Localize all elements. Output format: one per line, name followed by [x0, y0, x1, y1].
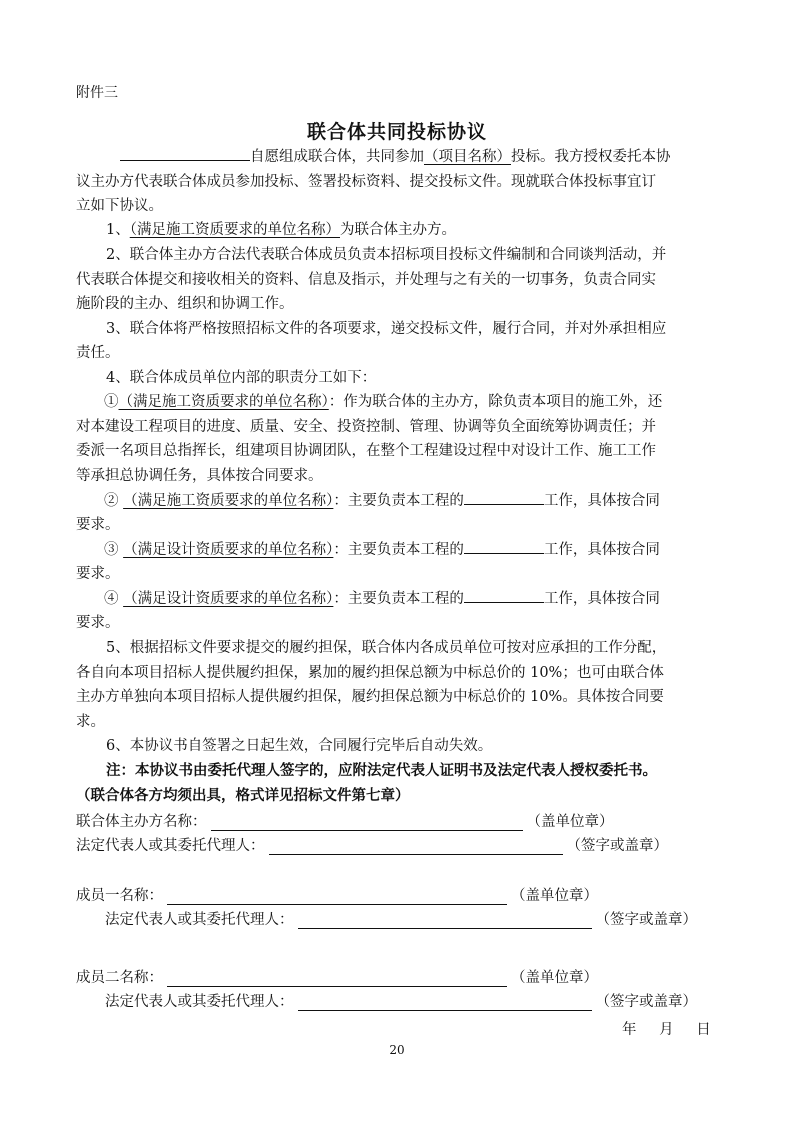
note-line-2: （联合体各方均须出具，格式详见招标文件第七章） [76, 787, 410, 804]
party-names-blank [120, 146, 250, 161]
clause-6: 6、本协议书自签署之日起生效，合同履行完毕后自动失效。 [106, 738, 493, 754]
member-1-name-row: 成员一名称： （盖单位章） [76, 888, 598, 904]
member-2-name-row: 成员二名称： （盖单位章） [76, 970, 598, 986]
clause-4-heading: 4、联合体成员单位内部的职责分工如下： [106, 370, 377, 386]
member-1-name-field[interactable] [167, 890, 507, 905]
clause-1: 1、（满足施工资质要求的单位名称）为联合体主办方。 [106, 222, 456, 238]
item-1-line-4: 等承担总协调任务，具体按合同要求。 [76, 468, 323, 484]
attachment-label: 附件三 [76, 85, 118, 101]
lead-rep-field[interactable] [269, 840, 563, 855]
item-3-work-blank [464, 539, 544, 554]
signing-date: 年 月 日 [622, 1022, 711, 1038]
clause-2-line-3: 施阶段的主办、组织和协调工作。 [76, 296, 294, 312]
member-2-name-field[interactable] [167, 972, 507, 987]
intro-line-1: 自愿组成联合体，共同参加（项目名称）投标。我方授权委托本协 [76, 145, 720, 170]
item-4-unit-placeholder: （满足设计资质要求的单位名称） [123, 591, 334, 607]
lead-name-field[interactable] [211, 816, 523, 831]
item-4-line-2: 要求。 [76, 615, 120, 631]
document-title: 联合体共同投标协议 [306, 121, 487, 143]
item-2-work-blank [464, 490, 544, 505]
item-1-line-3: 委派一名项目总指挥长，组建项目协调团队，在整个工程建设过程中对设计工作、施工工作 [76, 443, 656, 459]
member-2-rep-field[interactable] [298, 996, 592, 1011]
clause-3-line-1: 3、联合体将严格按照招标文件的各项要求，递交投标文件，履行合同，并对外承担相应 [106, 321, 667, 337]
clause-4-item-2: ② （满足施工资质要求的单位名称）：主要负责本工程的 工作，具体按合同 [76, 489, 748, 514]
intro-line-3: 立如下协议。 [76, 198, 163, 214]
clause-4-item-3: ③ （满足设计资质要求的单位名称）：主要负责本工程的 工作，具体按合同 [76, 538, 748, 563]
clause-4-item-4: ④ （满足设计资质要求的单位名称）：主要负责本工程的 工作，具体按合同 [76, 587, 748, 612]
member-1-rep-field[interactable] [298, 914, 592, 929]
item-1-line-2: 对本建设工程项目的进度、质量、安全、投资控制、管理、协调等负全面统筹协调责任；并 [76, 419, 656, 435]
page-number: 20 [389, 1043, 405, 1057]
clause-5-line-3: 主办方单独向本项目招标人提供履约担保，履约担保总额为中标总价的 10%。具体按合同要 [76, 689, 664, 705]
lead-rep-row: 法定代表人或其委托代理人： （签字或盖章） [76, 838, 668, 854]
item-2-line-2: 要求。 [76, 517, 120, 533]
item-4-work-blank [464, 588, 544, 603]
clause-2-line-2: 代表联合体提交和接收相关的资料、信息及指示，并处理与之有关的一切事务，负责合同实 [76, 272, 656, 288]
clause-5-line-2: 各自向本项目招标人提供履约担保，累加的履约担保总额为中标总价的 10%；也可由联合体 [76, 665, 664, 681]
clause-5-line-4: 求。 [76, 714, 105, 730]
item-3-line-2: 要求。 [76, 566, 120, 582]
clause-5-line-1: 5、根据招标文件要求提交的履约担保，联合体内各成员单位可按对应承担的工作分配， [106, 640, 667, 656]
project-name-placeholder: （项目名称） [424, 149, 511, 165]
clause-3-line-2: 责任。 [76, 345, 120, 361]
note-line-1: 注：本协议书由委托代理人签字的，应附法定代表人证明书及法定代表人授权委托书。 [106, 762, 657, 779]
clause-4-item-1: ①（满足施工资质要求的单位名称）：作为联合体的主办方，除负责本项目的施工外，还 [104, 394, 663, 410]
member-1-rep-row: 法定代表人或其委托代理人： （签字或盖章） [105, 912, 697, 928]
member-2-rep-row: 法定代表人或其委托代理人： （签字或盖章） [105, 994, 697, 1010]
clause-2-line-1: 2、联合体主办方合法代表联合体成员负责本招标项目投标文件编制和合同谈判活动，并 [106, 247, 667, 263]
clause-1-unit-placeholder: （满足施工资质要求的单位名称） [129, 222, 340, 238]
intro-line-2: 议主办方代表联合体成员参加投标、签署投标资料、提交投标文件。现就联合体投标事宜订 [76, 174, 656, 190]
item-2-unit-placeholder: （满足施工资质要求的单位名称） [123, 493, 334, 509]
item-3-unit-placeholder: （满足设计资质要求的单位名称） [123, 542, 334, 558]
lead-name-row: 联合体主办方名称： （盖单位章） [76, 814, 614, 830]
item-1-unit-placeholder: （满足施工资质要求的单位名称） [118, 394, 329, 410]
